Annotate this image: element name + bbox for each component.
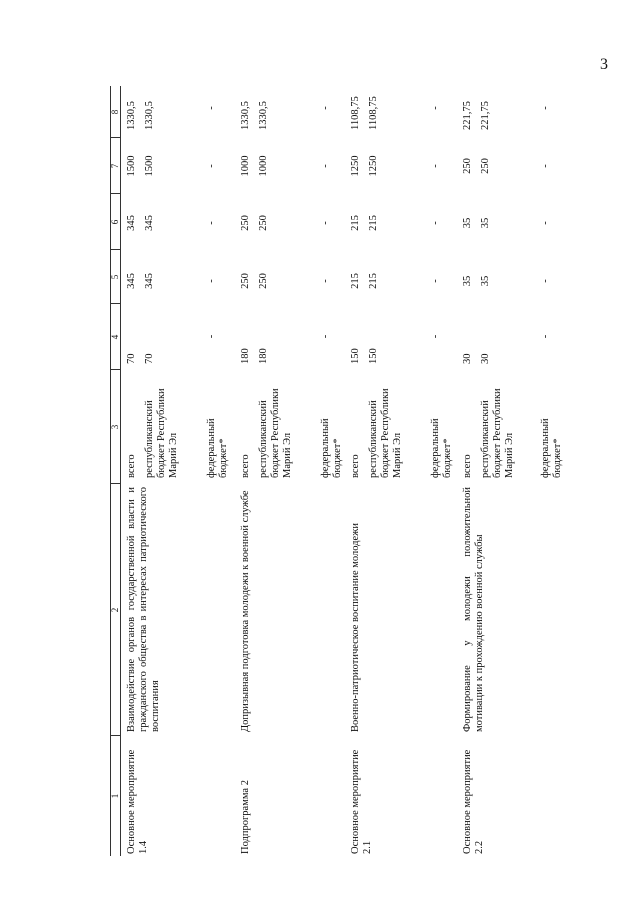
value-cell: -: [540, 334, 551, 339]
value-cell: -: [206, 334, 217, 339]
value-cell: -: [206, 164, 217, 168]
value-cell: 1330,5: [240, 101, 251, 130]
header-cell: 7: [110, 163, 120, 169]
row-description: Взаимодействие органов государственной власти и гражданского общества в интересах патриотического воспитания: [126, 487, 161, 732]
header-bottom-rule: [120, 86, 121, 856]
header-cell: 4: [110, 334, 120, 340]
value-cell: 1500: [144, 155, 155, 177]
value-cell: 70: [126, 353, 137, 364]
funding-source: федеральный бюджет*: [320, 418, 343, 478]
value-cell: 180: [258, 348, 269, 364]
value-cell: 215: [350, 215, 361, 231]
row-label: Подпрограмма 2: [240, 780, 251, 854]
funding-source: всего: [126, 454, 137, 478]
funding-source: федеральный бюджет*: [206, 418, 229, 478]
value-cell: 150: [350, 348, 361, 364]
value-cell: -: [320, 279, 331, 283]
funding-source: республиканский бюджет Республики Марий Эл: [480, 388, 515, 478]
header-cell: 3: [110, 424, 120, 430]
header-cell: 1: [110, 793, 120, 799]
value-cell: -: [430, 164, 441, 168]
value-cell: 70: [144, 353, 155, 364]
value-cell: 180: [240, 348, 251, 364]
value-cell: -: [320, 334, 331, 339]
value-cell: 345: [126, 215, 137, 231]
row-description: Допризывная подготовка молодежи к военной службе: [240, 490, 251, 732]
header-cell: 6: [110, 219, 120, 225]
value-cell: 1330,5: [126, 101, 137, 130]
value-cell: 30: [480, 353, 491, 364]
value-cell: 250: [240, 215, 251, 231]
value-cell: 215: [368, 273, 379, 289]
value-cell: 1500: [126, 155, 137, 177]
row-description: Военно-патриотическое воспитание молодежи: [350, 522, 361, 732]
value-cell: 35: [462, 275, 473, 287]
row-description: Формирование у молодежи положительной мотивации к прохождению военной службы: [462, 487, 485, 732]
value-cell: 221,75: [462, 101, 473, 130]
funding-source: федеральный бюджет*: [430, 418, 453, 478]
value-cell: 150: [368, 348, 379, 364]
funding-source: республиканский бюджет Республики Марий Эл: [144, 388, 179, 478]
value-cell: 1000: [240, 155, 251, 177]
funding-source: всего: [240, 454, 251, 478]
value-cell: -: [540, 279, 551, 283]
value-cell: -: [540, 221, 551, 225]
value-cell: 1108,75: [350, 96, 361, 130]
value-cell: 1330,5: [258, 101, 269, 130]
header-cell: 2: [110, 607, 120, 613]
value-cell: 35: [462, 217, 473, 229]
value-cell: 345: [126, 273, 137, 289]
value-cell: -: [540, 164, 551, 168]
funding-source: федеральный бюджет*: [540, 418, 563, 478]
header-cell: 5: [110, 274, 120, 280]
value-cell: -: [320, 221, 331, 225]
value-cell: -: [206, 106, 217, 110]
table-grid: [110, 86, 630, 856]
page-number: 3: [600, 56, 608, 73]
value-cell: 30: [462, 353, 473, 364]
row-label: Основное мероприятие 2.1: [350, 749, 373, 854]
value-cell: -: [430, 106, 441, 110]
value-cell: 1250: [368, 155, 379, 177]
value-cell: 345: [144, 273, 155, 289]
value-cell: 221,75: [480, 101, 491, 130]
value-cell: 250: [462, 158, 473, 174]
value-cell: 1108,75: [368, 96, 379, 130]
value-cell: 250: [480, 158, 491, 174]
budget-table: [110, 86, 630, 856]
value-cell: -: [430, 221, 441, 225]
value-cell: -: [540, 106, 551, 110]
value-cell: 35: [480, 217, 491, 229]
value-cell: 345: [144, 215, 155, 231]
header-cell: 8: [110, 109, 120, 115]
value-cell: -: [206, 279, 217, 283]
funding-source: республиканский бюджет Республики Марий Эл: [258, 388, 293, 478]
funding-source: всего: [462, 454, 473, 478]
value-cell: -: [320, 106, 331, 110]
value-cell: 215: [350, 273, 361, 289]
value-cell: 250: [240, 273, 251, 289]
value-cell: 250: [258, 273, 269, 289]
row-label: Основное мероприятие 2.2: [462, 749, 485, 854]
funding-source: всего: [350, 454, 361, 478]
value-cell: -: [430, 279, 441, 283]
value-cell: 1000: [258, 155, 269, 177]
value-cell: -: [206, 221, 217, 225]
value-cell: 250: [258, 215, 269, 231]
funding-source: республиканский бюджет Республики Марий Эл: [368, 388, 403, 478]
value-cell: -: [320, 164, 331, 168]
value-cell: 35: [480, 275, 491, 287]
value-cell: 1330,5: [144, 101, 155, 130]
value-cell: -: [430, 334, 441, 339]
value-cell: 1250: [350, 155, 361, 177]
value-cell: 215: [368, 215, 379, 231]
row-label: Основное мероприятие 1.4: [126, 749, 149, 854]
